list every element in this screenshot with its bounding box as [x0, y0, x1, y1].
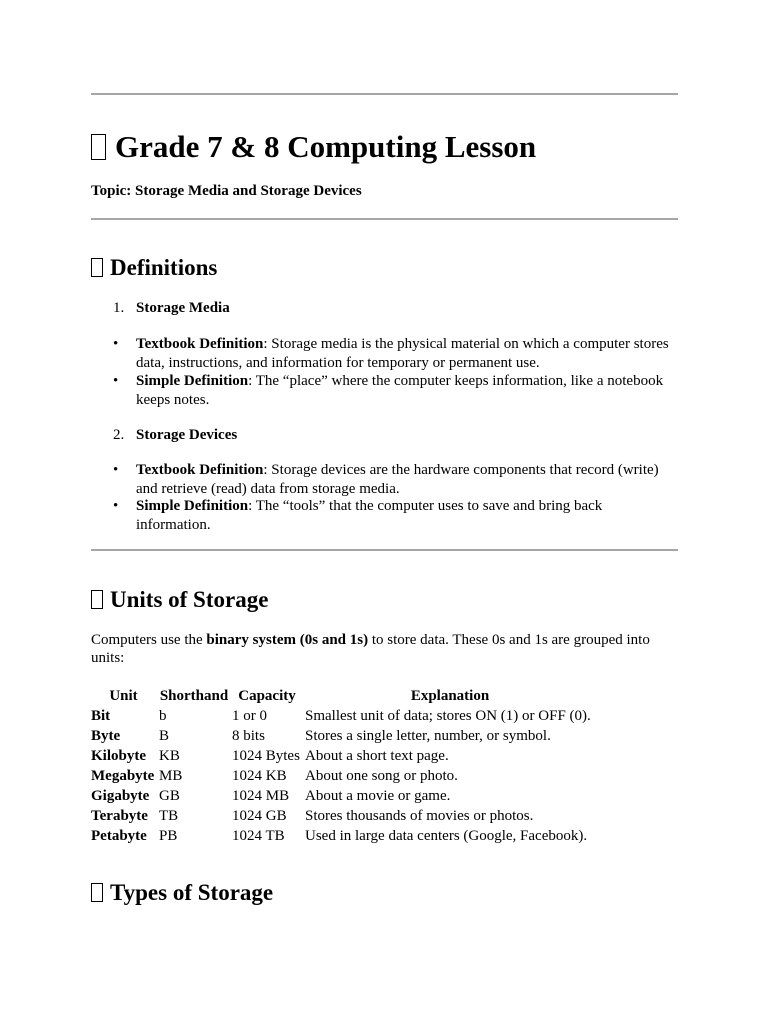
- table-cell-unit: Petabyte: [91, 828, 147, 844]
- missing-glyph-box-icon: [91, 134, 106, 160]
- table-row: [91, 726, 598, 746]
- bullet-text: : The “place” where the computer keeps information, like a notebook keeps notes.: [136, 373, 664, 408]
- table-cell-shorthand: PB: [159, 828, 178, 844]
- table-cell-shorthand: GB: [159, 788, 180, 804]
- units-table: [91, 686, 598, 846]
- table-cell-explanation: Stores thousands of movies or photos.: [305, 808, 534, 824]
- table-cell-explanation: Stores a single letter, number, or symbol.: [305, 728, 551, 744]
- list-item: [91, 335, 669, 372]
- bullet-label: Textbook Definition: [136, 462, 264, 478]
- bullet-label: Simple Definition: [136, 373, 249, 389]
- table-header-row: [91, 686, 598, 706]
- list-item: [91, 497, 633, 534]
- table-cell-explanation: About a short text page.: [305, 748, 449, 764]
- missing-glyph-box-icon: [91, 883, 103, 902]
- table-cell-capacity: 1024 KB: [232, 768, 287, 784]
- table-cell-explanation: Smallest unit of data; stores ON (1) or OFF (0).: [305, 708, 591, 724]
- definition-item-storage-media: [91, 299, 678, 317]
- list-item: [91, 372, 664, 409]
- definition-item-title: Storage Media: [136, 300, 230, 316]
- table-row: [91, 746, 598, 766]
- list-number: 2.: [113, 427, 125, 443]
- table-cell-capacity: 1024 Bytes: [232, 748, 300, 764]
- list-number: 1.: [113, 300, 125, 316]
- table-cell-capacity: 8 bits: [232, 728, 265, 744]
- missing-glyph-box-icon: [91, 258, 103, 277]
- table-cell-explanation: About a movie or game.: [305, 788, 451, 804]
- units-intro-text-end: to store data. These 0s and 1s are grouped into units:: [91, 632, 650, 666]
- divider-after-topic: [91, 218, 678, 220]
- bullet-text: : Storage media is the physical material on which a computer stores data, instructions, and information for temporary or permanent use.: [136, 336, 669, 371]
- column-header-capacity: Capacity: [238, 688, 296, 704]
- bullet-dot-icon: •: [113, 336, 119, 352]
- definitions-heading: [91, 254, 217, 282]
- table-row: [91, 826, 598, 846]
- table-cell-capacity: 1024 TB: [232, 828, 285, 844]
- bullet-dot-icon: •: [113, 498, 119, 514]
- table-cell-unit: Megabyte: [91, 768, 155, 784]
- column-header-explanation: Explanation: [410, 688, 490, 704]
- bullet-label: Textbook Definition: [136, 336, 264, 352]
- bullet-text: : The “tools” that the computer uses to save and bring back information.: [136, 498, 603, 533]
- types-heading: [91, 879, 273, 907]
- table-cell-capacity: 1024 MB: [232, 788, 290, 804]
- table-cell-shorthand: TB: [159, 808, 179, 824]
- list-item: [91, 461, 659, 498]
- table-row: [91, 766, 598, 786]
- page-title-text: Grade 7 & 8 Computing Lesson: [115, 129, 537, 164]
- definition-item-storage-devices: [91, 426, 678, 444]
- table-cell-unit: Terabyte: [91, 808, 148, 824]
- units-intro-text: Computers use the: [91, 632, 207, 648]
- definition-item-title: Storage Devices: [136, 427, 238, 443]
- units-intro: [91, 631, 651, 667]
- topic-line: Topic: Storage Media and Storage Devices: [91, 183, 362, 199]
- page-title: [91, 129, 536, 165]
- table-cell-shorthand: b: [159, 708, 167, 724]
- column-header-unit: Unit: [109, 688, 138, 704]
- table-cell-unit: Byte: [91, 728, 121, 744]
- table-cell-capacity: 1024 GB: [232, 808, 287, 824]
- column-header-shorthand: Shorthand: [159, 688, 229, 704]
- bullet-label: Simple Definition: [136, 498, 249, 514]
- divider-top: [91, 93, 678, 95]
- table-cell-unit: Bit: [91, 708, 111, 724]
- table-cell-shorthand: B: [159, 728, 170, 744]
- missing-glyph-box-icon: [91, 590, 103, 609]
- table-cell-unit: Gigabyte: [91, 788, 150, 804]
- table-cell-explanation: Used in large data centers (Google, Facebook).: [305, 828, 588, 844]
- bullet-dot-icon: •: [113, 373, 119, 389]
- table-row: [91, 786, 598, 806]
- bullet-text: : Storage devices are the hardware components that record (write) and retrieve (read) data from storage media.: [136, 462, 659, 497]
- table-row: [91, 706, 598, 726]
- units-heading-text: Units of Storage: [110, 587, 269, 612]
- types-heading-text: Types of Storage: [110, 880, 274, 905]
- units-intro-bold: binary system (0s and 1s): [206, 632, 369, 648]
- table-cell-shorthand: KB: [159, 748, 180, 764]
- table-cell-unit: Kilobyte: [91, 748, 146, 764]
- table-row: [91, 806, 598, 826]
- table-cell-capacity: 1 or 0: [232, 708, 267, 724]
- bullet-dot-icon: •: [113, 462, 119, 478]
- definitions-heading-text: Definitions: [110, 255, 218, 280]
- units-heading: [91, 586, 268, 614]
- table-cell-explanation: About one song or photo.: [305, 768, 458, 784]
- divider-after-definitions: [91, 549, 678, 551]
- table-cell-shorthand: MB: [159, 768, 183, 784]
